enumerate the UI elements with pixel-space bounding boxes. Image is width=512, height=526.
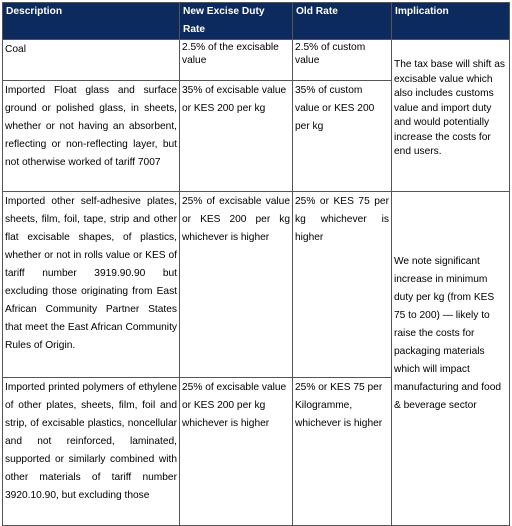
- header-implication: Implication: [392, 3, 510, 40]
- row-old-rate: 2.5% of custom value: [293, 40, 392, 81]
- implication-text: We note significant increase in minimum duty per kg (from KES 75 to 200) — likely to raise the costs for packaging materials which will impact manufacturing and food & beverage sector: [394, 256, 502, 411]
- table-row: [3, 40, 510, 81]
- row-new-rate: 25% of excisable value or KES 200 per kg whichever is higher: [180, 378, 293, 526]
- row-old-rate: 25% or KES 75 per kg whichever is higher: [293, 192, 392, 378]
- header-new-rate: New Excise Duty Rate: [180, 3, 293, 40]
- excise-duty-table: [2, 2, 510, 526]
- header-row: [3, 3, 510, 40]
- header-description: Description: [3, 3, 180, 40]
- row-new-rate: 25% of excisable value or KES 200 per kg whichever is higher: [180, 192, 293, 378]
- row-new-rate: 35% of excisable value or KES 200 per kg: [180, 81, 293, 192]
- row-description: Imported other self-adhesive plates, sheets, film, foil, tape, strip and other flat excisable shapes, of plastics, whether or not in rolls value or KES of tariff number 3919.90.90 but excluding those originating from East African Community Partner States that meet the East African Community Rules of Origin.: [3, 192, 180, 378]
- header-old-rate: Old Rate: [293, 3, 392, 40]
- table-row: [3, 192, 510, 378]
- implication-text: The tax base will shift as excisable value which also includes customs value and import duty and would potentially increase the costs for end users.: [394, 59, 505, 157]
- row-old-rate: 35% of custom value or KES 200 per kg: [293, 81, 392, 192]
- row-description: Imported Float glass and surface ground or polished glass, in sheets, whether or not having an absorbent, reflecting or non-reflecting layer, but not otherwise worked of tariff 7007: [3, 81, 180, 192]
- row-description: Imported printed polymers of ethylene of other plates, sheets, film, foil and strip, of excisable plastics, noncellular and not reinforced, laminated, supported or similarly combined with other materials of tariff number 3920.10.90, but excluding those: [3, 378, 180, 526]
- row-description: Coal: [3, 40, 180, 81]
- implication-cell-2: [392, 192, 510, 526]
- implication-cell-1: [392, 40, 510, 192]
- row-new-rate: 2.5% of the excisable value: [180, 40, 293, 81]
- row-old-rate: 25% or KES 75 per Kilogramme, whichever is higher: [293, 378, 392, 526]
